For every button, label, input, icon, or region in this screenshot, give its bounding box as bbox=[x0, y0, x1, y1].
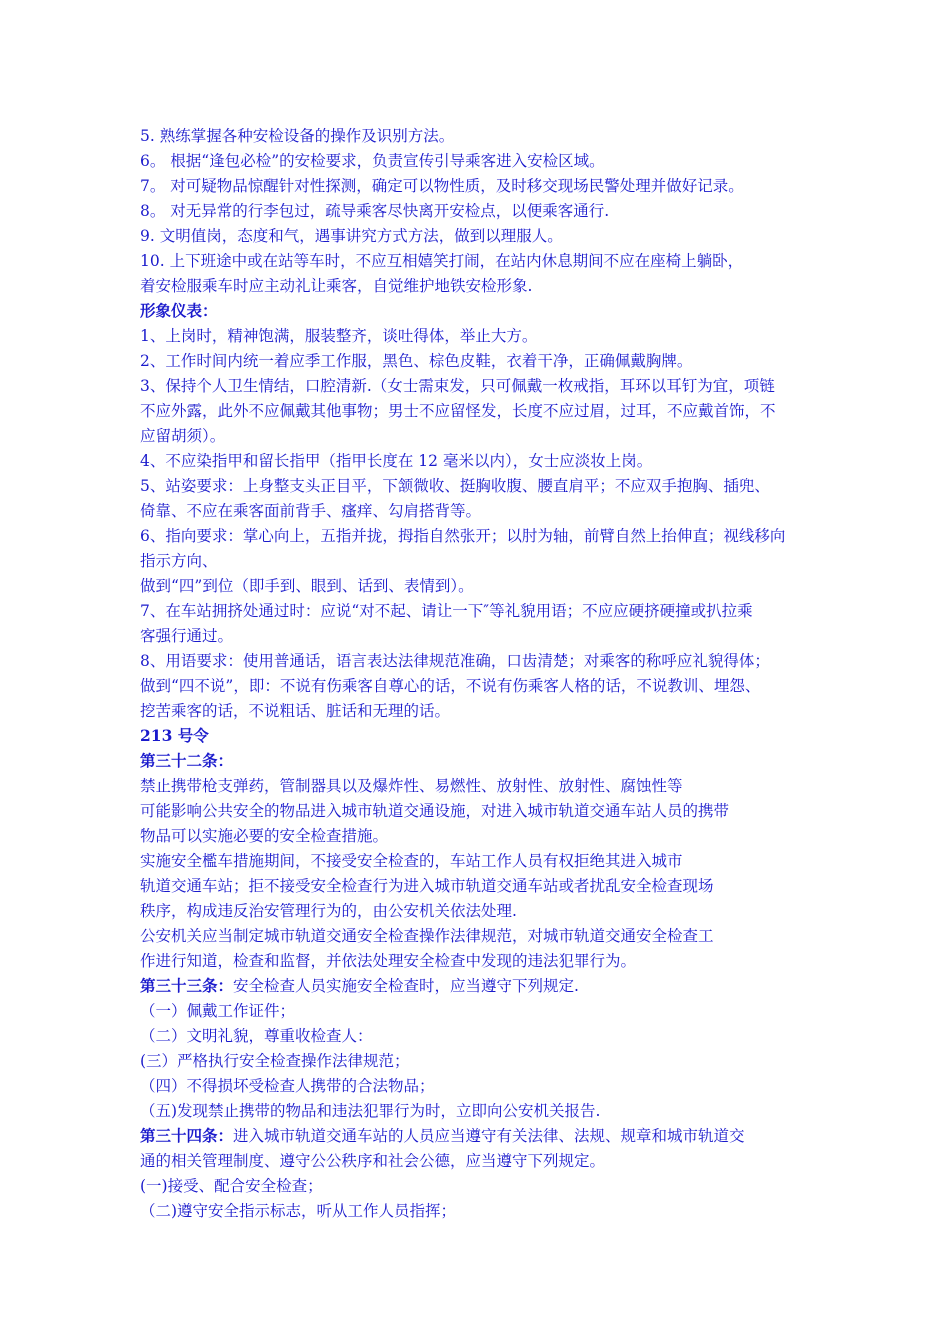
article-33-label: 第三十三条： bbox=[140, 976, 234, 995]
duty-item-6: 6。 根据“逢包必检”的安检要求，负责宣传引导乘客进入安检区域。 bbox=[140, 152, 605, 170]
article-34 bbox=[140, 1126, 745, 1146]
article-32-paragraph: 禁止携带枪支弹药，管制器具以及爆炸性、易燃性、放射性、放射性、腐蚀性等 bbox=[140, 777, 683, 795]
appearance-item-4: 4、不应染指甲和留长指甲（指甲长度在 12 毫米以内），女士应淡妆上岗。 bbox=[140, 452, 653, 470]
article-32-paragraph: 可能影响公共安全的物品进入城市轨道交通设施，对进入城市轨道交通车站人员的携带 bbox=[140, 802, 730, 820]
article-33-item-5: （五)发现禁止携带的物品和违法犯罪行为时，立即向公安机关报告. bbox=[140, 1102, 601, 1120]
article-32-heading: 第三十二条： bbox=[140, 751, 234, 770]
duty-item-10-cont: 着安检服乘车时应主动礼让乘客，自觉维护地铁安检形象. bbox=[140, 277, 533, 295]
appearance-item-5: 5、站姿要求：上身整支头正目平，下颔微收、挺胸收腹、腰直肩平；不应双手抱胸、插兜、 bbox=[140, 477, 770, 495]
article-34-label: 第三十四条： bbox=[140, 1126, 234, 1145]
appearance-item-8-cont: 做到“四不说”，即：不说有伤乘客自尊心的话，不说有伤乘客人格的话，不说教训、埋怨、 bbox=[140, 677, 761, 695]
duty-item-10: 10. 上下班途中或在站等车时，不应互相嬉笑打闹，在站内休息期间不应在座椅上躺卧， bbox=[140, 252, 744, 270]
appearance-item-8-cont: 挖苦乘客的话，不说粗话、脏话和无理的话。 bbox=[140, 702, 451, 720]
article-32-paragraph: 物品可以实施必要的安全检查措施。 bbox=[140, 827, 389, 845]
section-heading-order-213: 213 号令 bbox=[140, 726, 209, 745]
duty-item-5: 5. 熟练掌握各种安检设备的操作及识别方法。 bbox=[140, 127, 455, 145]
appearance-item-7-cont: 客强行通过。 bbox=[140, 627, 234, 645]
article-33-item-3: (三）严格执行安全检查操作法律规范； bbox=[140, 1052, 410, 1070]
article-34-item-1: (一)接受、配合安全检查； bbox=[140, 1177, 323, 1195]
appearance-item-5-cont: 倚靠、不应在乘客面前背手、瘙痒、勾肩搭背等。 bbox=[140, 502, 482, 520]
article-33 bbox=[140, 976, 579, 996]
article-32-paragraph: 实施安全檻车措施期间，不接受安全检查的，车站工作人员有权拒绝其进入城市 bbox=[140, 852, 683, 870]
appearance-item-6: 6、指向要求：掌心向上，五指并拢，拇指自然张开；以肘为轴，前臂自然上抬伸直；视线移向 bbox=[140, 527, 786, 545]
article-33-item-1: （一）佩戴工作证件； bbox=[140, 1002, 296, 1020]
appearance-item-8: 8、用语要求：使用普通话，语言表达法律规范准确，口齿清楚；对乘客的称呼应礼貌得体； bbox=[140, 652, 770, 670]
duty-item-7: 7。 对可疑物品惊醒针对性探测，确定可以物性质，及时移交现场民警处理并做好记录。 bbox=[140, 177, 744, 195]
article-32-paragraph: 轨道交通车站；拒不接受安全检查行为进入城市轨道交通车站或者扰乱安全检查现场 bbox=[140, 877, 714, 895]
appearance-item-6-cont: 指示方向、 bbox=[140, 552, 218, 570]
article-34-cont: 通的相关管理制度、遵守公公秩序和社会公德，应当遵守下列规定。 bbox=[140, 1152, 606, 1170]
appearance-item-7: 7、在车站拥挤处通过时：应说“对不起、请让一下″等礼貌用语；不应应硬挤硬撞或扒拉乘 bbox=[140, 602, 753, 620]
article-33-item-4: （四）不得损坏受检查人携带的合法物品； bbox=[140, 1077, 435, 1095]
appearance-item-1: 1、上岗时，精神饱满，服装整齐，谈吐得体，举止大方。 bbox=[140, 327, 538, 345]
duty-item-8: 8。 对无异常的行李包过，疏导乘客尽快离开安检点，以便乘客通行. bbox=[140, 202, 610, 220]
appearance-item-3-cont: 不应外露，此外不应佩戴其他事物；男士不应留怪发，长度不应过眉，过耳，不应戴首饰，不 bbox=[140, 402, 776, 420]
article-34-item-2: （二)遵守安全指示标志，听从工作人员指挥； bbox=[140, 1202, 457, 1220]
appearance-item-2: 2、工作时间内统一着应季工作服，黑色、棕色皮鞋，衣着干净，正确佩戴胸牌。 bbox=[140, 352, 693, 370]
article-32-paragraph: 秩序，构成违反治安管理行为的，由公安机关依法处理. bbox=[140, 902, 517, 920]
appearance-item-3-cont: 应留胡须）。 bbox=[140, 427, 226, 445]
appearance-item-3: 3、保持个人卫生情结，口腔清新.（女士需束发，只可佩戴一枚戒指，耳环以耳钉为宜，项链 bbox=[140, 377, 775, 395]
article-34-text: 进入城市轨道交通车站的人员应当遵守有关法律、法规、规章和城市轨道交 bbox=[233, 1127, 745, 1145]
article-32-paragraph: 公安机关应当制定城市轨道交通安全检查操作法律规范，对城市轨道交通安全检查工 bbox=[140, 927, 714, 945]
article-32-paragraph: 作进行知道，检查和监督，并依法处理安全检查中发现的违法犯罪行为。 bbox=[140, 952, 637, 970]
appearance-item-6-cont: 做到“四”到位（即手到、眼到、话到、表情到）。 bbox=[140, 577, 474, 595]
article-33-text: 安全检查人员实施安全检查时，应当遵守下列规定. bbox=[233, 977, 579, 995]
article-33-item-2: （二）文明礼貌，尊重收检查人： bbox=[140, 1027, 373, 1045]
duty-item-9: 9. 文明值岗，态度和气，遇事讲究方式方法，做到以理服人。 bbox=[140, 227, 563, 245]
section-heading-appearance: 形象仪表： bbox=[140, 301, 218, 320]
